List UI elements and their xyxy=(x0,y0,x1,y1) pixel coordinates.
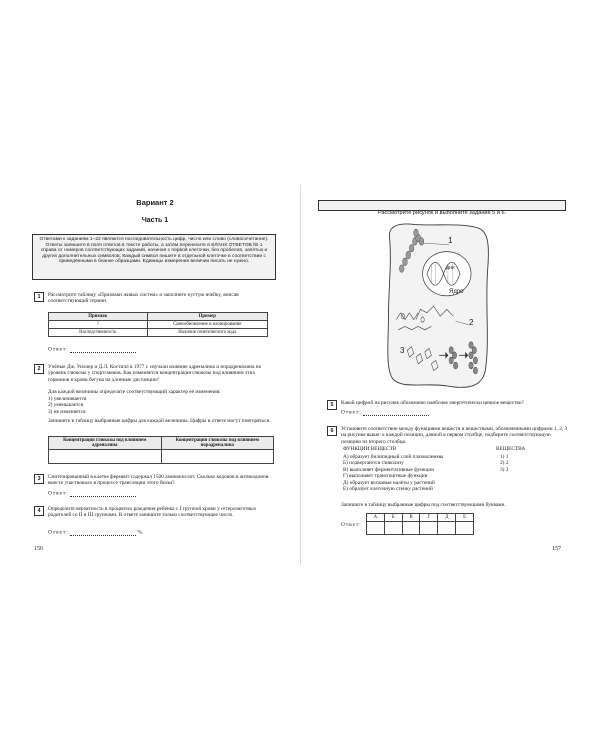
question-number-6: 6 xyxy=(327,426,337,436)
q2-option: 2) уменьшается xyxy=(48,402,84,409)
q6-letter: Г xyxy=(420,514,438,522)
figure-label-2: 2 xyxy=(469,318,474,327)
q6-answer-cell[interactable] xyxy=(420,522,438,535)
q4-text: Определите вероятность в процентах рождения ребёнка с I группой крови у гетерозиготных родителей со II и III группами. В ответе запишите только соответствующее число. xyxy=(48,506,257,519)
part-title: Часть 1 xyxy=(141,217,169,224)
q2-table xyxy=(48,436,274,464)
q1-answer-label: Ответ: xyxy=(48,346,69,353)
q2-header-noradrenaline: Концентрация глюкозы под влиянием норадреналина xyxy=(161,437,274,450)
q6-answer-cell[interactable] xyxy=(384,522,402,535)
q6-substances-list xyxy=(500,454,508,473)
q6-answer-cell[interactable] xyxy=(438,522,456,535)
instructions-text: Ответами к заданиям 1–22 являются последовательность цифр, число или слово (словосочетание). Ответы запишите в поля ответов в тексте работы, а затем перенесите в БЛАНК ОТВЕТОВ № 1 справа от номеров соответствующих заданий, начиная с первой клеточки, без пробелов, запятых и других дополнительных символов. Каждый символ пишите в отдельной клеточке в соответствии с приведёнными в бланке образцами. Единицы измерения величин писать не нужно. xyxy=(39,237,269,265)
q4-answer-field[interactable] xyxy=(70,529,136,536)
q1-header-example: Пример xyxy=(147,313,267,321)
q3-text: Синтезированный в клетке фермент содержал 1500 аминокислот. Сколько кодонов в антикодонов вместе участвовало в процессе трансляции этого белка? xyxy=(48,474,269,487)
q4-answer-row xyxy=(48,529,143,536)
question-number-3: 3 xyxy=(34,474,44,484)
q6-substance-item: 1) 1 xyxy=(500,454,509,460)
q2-subquestion: Для каждой величины определите соответствующий характер её изменения: xyxy=(48,389,221,395)
q6-function-item: Г) выполняет транспортные функции xyxy=(343,473,428,480)
q2-header-adrenaline: Концентрация глюкозы под влиянием адреналина xyxy=(49,437,162,450)
q6-letter: Д xyxy=(438,514,456,522)
q6-letter: В xyxy=(402,514,420,522)
q6-answer-cell[interactable] xyxy=(367,522,385,535)
figure-label-3: 3 xyxy=(400,346,405,355)
q6-letter: Е xyxy=(456,514,474,522)
q1-answer-field[interactable] xyxy=(70,346,136,353)
q2-options xyxy=(48,396,86,415)
q6-instruction: Запишите в таблицу выбранные цифры под соответствующими буквами. xyxy=(341,502,506,508)
figure-header-box xyxy=(318,200,566,216)
q5-text: Какой цифрой на рисунке обозначено наиболее энергетически ценное вещество? xyxy=(341,400,524,406)
instructions-box xyxy=(32,234,276,280)
q6-col2-header: ВЕЩЕСТВА xyxy=(496,446,526,452)
q5-answer-field[interactable] xyxy=(363,409,429,416)
q6-letter: А xyxy=(367,514,385,522)
q1-table xyxy=(48,312,268,337)
figure-label-nucleus: Ядро xyxy=(449,289,464,295)
q6-functions-list xyxy=(343,454,493,492)
q3-answer-field[interactable] xyxy=(70,490,136,497)
q6-text: Установите соответствие между функциями веществ и веществами, обозначенными цифрами 1, 2, 3 на рисунке выше: к каждой позиции, данной в первом столбце, подберите соответствующую позицию из второго столбца. xyxy=(341,426,568,445)
page-number-left: 156 xyxy=(34,546,43,552)
q4-answer-label: Ответ: xyxy=(48,529,69,536)
q5-answer-label: Ответ: xyxy=(341,409,362,416)
q2-instruction: Запишите в таблицу выбранные цифры для каждой величины. Цифры в ответе могут повторяться. xyxy=(48,418,271,424)
q1-text: Рассмотрите таблицу «Признаки живых систем» и заполните пустую ячейку, вписав соответствующий термин. xyxy=(48,292,239,305)
q2-answer-cell-2[interactable] xyxy=(161,450,274,464)
spine-divider xyxy=(300,185,301,565)
q2-answer-cell-1[interactable] xyxy=(49,450,162,464)
q1-cell: Наследственность xyxy=(49,329,148,337)
q6-answer-cell[interactable] xyxy=(402,522,420,535)
q3-answer-label: Ответ: xyxy=(48,490,69,497)
q5-answer-row xyxy=(341,409,429,416)
q2-option: 1) увеличивается xyxy=(48,396,87,402)
q6-answer-cell[interactable] xyxy=(456,522,474,535)
q6-function-item: Е) образует клеточную стенку растений xyxy=(343,486,433,493)
q2-option: 3) не изменяется xyxy=(48,408,86,415)
q1-cell[interactable]: ? xyxy=(49,321,148,329)
q1-header-trait: Признак xyxy=(49,313,148,321)
q6-function-item: В) выполняет ферментативные функции xyxy=(343,466,435,473)
q1-answer-row xyxy=(48,346,136,353)
q6-function-item: Б) подвергаются гликолизу xyxy=(343,460,404,467)
question-number-1: 1 xyxy=(34,292,44,302)
figure-label-1: 1 xyxy=(448,236,453,245)
q6-substance-item: 3) 3 xyxy=(500,466,509,473)
q1-cell: Самообновление и клонирование xyxy=(147,321,267,329)
q1-cell: Наличие генетического кода xyxy=(147,329,267,337)
q3-answer-row xyxy=(48,490,136,497)
q6-answer-table xyxy=(366,513,474,535)
q6-substance-item: 2) 2 xyxy=(500,460,509,467)
q6-function-item: Д) образует восковые налёты у растений xyxy=(343,479,435,486)
q6-letter: Б xyxy=(384,514,402,522)
cell-outline xyxy=(388,224,489,387)
question-number-2: 2 xyxy=(34,364,44,374)
q2-text: Учёные Дж. Уиллер и Д.Л. Костилл в 1977 г. изучали влияние адреналина и норадреналина на уровень глюкозы у спортсменов. Как изменяется концентрация глюкозы под влиянием этих гормонов в крови бегуна на длинные дистанции? xyxy=(48,364,261,383)
question-number-4: 4 xyxy=(34,506,44,516)
q6-col1-header: ФУНКЦИИ ВЕЩЕСТВ xyxy=(343,446,397,452)
variant-title: Вариант 2 xyxy=(136,198,174,207)
cell-substances-figure xyxy=(383,221,493,391)
figure-header-text: Рассмотрите рисунок и выполните задания 5 и 6. xyxy=(377,210,507,216)
page-number-right: 157 xyxy=(552,546,561,552)
q6-answer-label: Ответ: xyxy=(341,522,362,528)
figure-label-dna: ДНК xyxy=(446,265,455,270)
q6-function-item: А) образует билипидный слой плазмалеммы xyxy=(343,454,444,460)
q4-unit: %. xyxy=(137,529,144,536)
question-number-5: 5 xyxy=(327,400,337,410)
